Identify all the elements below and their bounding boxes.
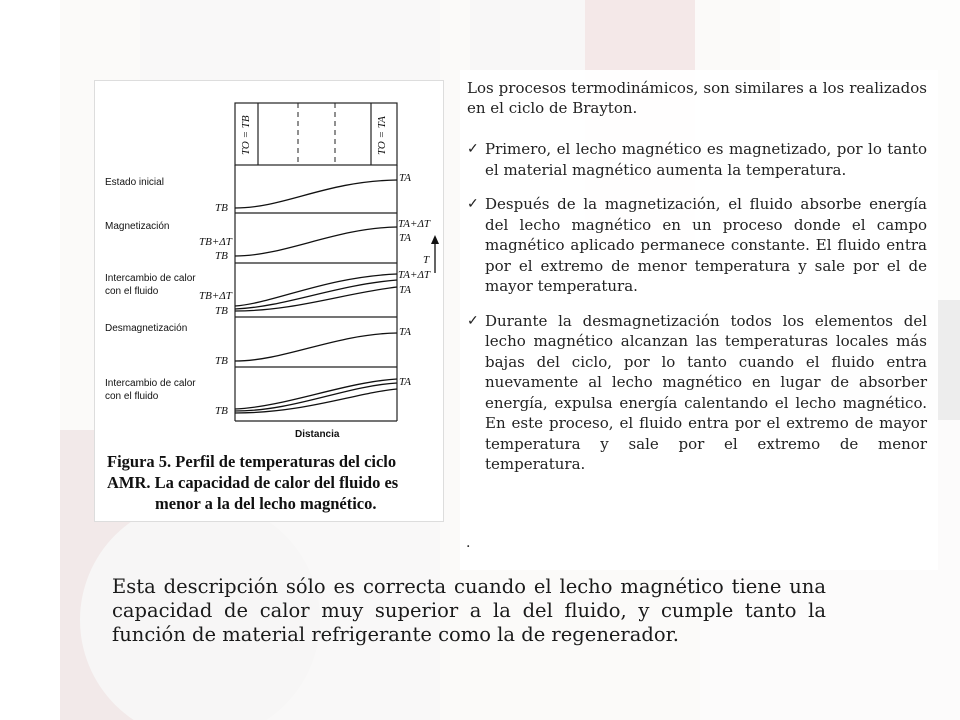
bullet-text: Después de la magnetización, el fluido absorbe energía del lecho magnético en un proceso donde el campo magnético aplicado permanece constante. El fluido entra por el extremo de menor temperatura y sale por el de mayor temperatura.	[485, 195, 927, 295]
ta-dt-label-1: TA+ΔT	[398, 218, 431, 230]
tb-label-1: TB	[215, 202, 228, 214]
figure-caption-line-1: Figura 5. Perfil de temperaturas del ciclo	[107, 452, 397, 471]
tb-label-2: TB	[215, 250, 228, 262]
ta-dt-label-2: TA+ΔT	[398, 269, 431, 281]
ta-label-3: TA	[399, 284, 412, 296]
checkmark-icon: ✓	[467, 196, 479, 212]
footer-paragraph: Esta descripción sólo es correcta cuando el lecho magnético tiene una capacidad de calor muy superior a la del fluido, y cumple tanto la función de material refrigerante como la de regenerador.	[112, 575, 826, 646]
ta-label-5: TA	[399, 376, 412, 388]
ta-label-1: TA	[399, 172, 412, 184]
bullet-item	[467, 139, 927, 180]
bullet-text: Primero, el lecho magnético es magnetizado, por lo tanto el material magnético aumenta la temperatura.	[485, 140, 927, 179]
tb-dt-label-2: TB+ΔT	[199, 290, 232, 302]
temperature-axis-arrow-icon	[423, 235, 439, 273]
temperature-curves	[235, 180, 397, 413]
bed-right-label: TO = TA	[376, 116, 388, 155]
temperature-profile-diagram	[95, 81, 443, 521]
row-label-exchange-1b: con el fluido	[105, 286, 159, 297]
distance-axis-label: Distancia	[295, 429, 340, 440]
bed-left-label: TO = TB	[240, 115, 252, 155]
bullet-text: Durante la desmagnetización todos los elementos del lecho magnético alcanzan las temperaturas locales más bajas del ciclo, por lo tanto cuando el fluido entra nuevamente al lecho magnético en lugar de absorber energía, expulsa energía calentando el lecho magnético. En este proceso, el fluido entra por el extremo de mayor temperatura y sale por el extremo de menor temperatura.	[485, 311, 927, 473]
bullet-item	[467, 311, 927, 475]
row-label-demagnetization: Desmagnetización	[105, 323, 188, 334]
process-bullet-list	[467, 139, 927, 489]
tb-label-3: TB	[215, 305, 228, 317]
row-label-magnetization: Magnetización	[105, 221, 170, 232]
checkmark-icon: ✓	[467, 312, 479, 329]
figure-5	[94, 80, 444, 522]
magnetic-bed	[235, 103, 397, 165]
t-axis-label: T	[423, 254, 430, 266]
tb-label-4: TB	[215, 355, 228, 367]
figure-caption-line-3: menor a la del lecho magnético.	[155, 494, 377, 513]
ta-label-2: TA	[399, 232, 412, 244]
checkmark-icon: ✓	[467, 141, 479, 157]
row-label-exchange-2b: con el fluido	[105, 391, 159, 402]
profile-panels	[235, 165, 397, 421]
row-label-initial: Estado inicial	[105, 177, 164, 188]
tb-label-5: TB	[215, 405, 228, 417]
tb-dt-label-1: TB+ΔT	[199, 236, 232, 248]
bullet-item	[467, 194, 927, 297]
ta-label-4: TA	[399, 326, 412, 338]
figure-caption-line-2: AMR. La capacidad de calor del fluido es	[107, 473, 399, 492]
intro-paragraph: Los procesos termodinámicos, son similares a los realizados en el ciclo de Brayton.	[467, 79, 927, 117]
row-label-exchange-1a: Intercambio de calor	[105, 273, 196, 284]
trailing-dot: .	[466, 535, 471, 551]
row-label-exchange-2a: Intercambio de calor	[105, 378, 196, 389]
